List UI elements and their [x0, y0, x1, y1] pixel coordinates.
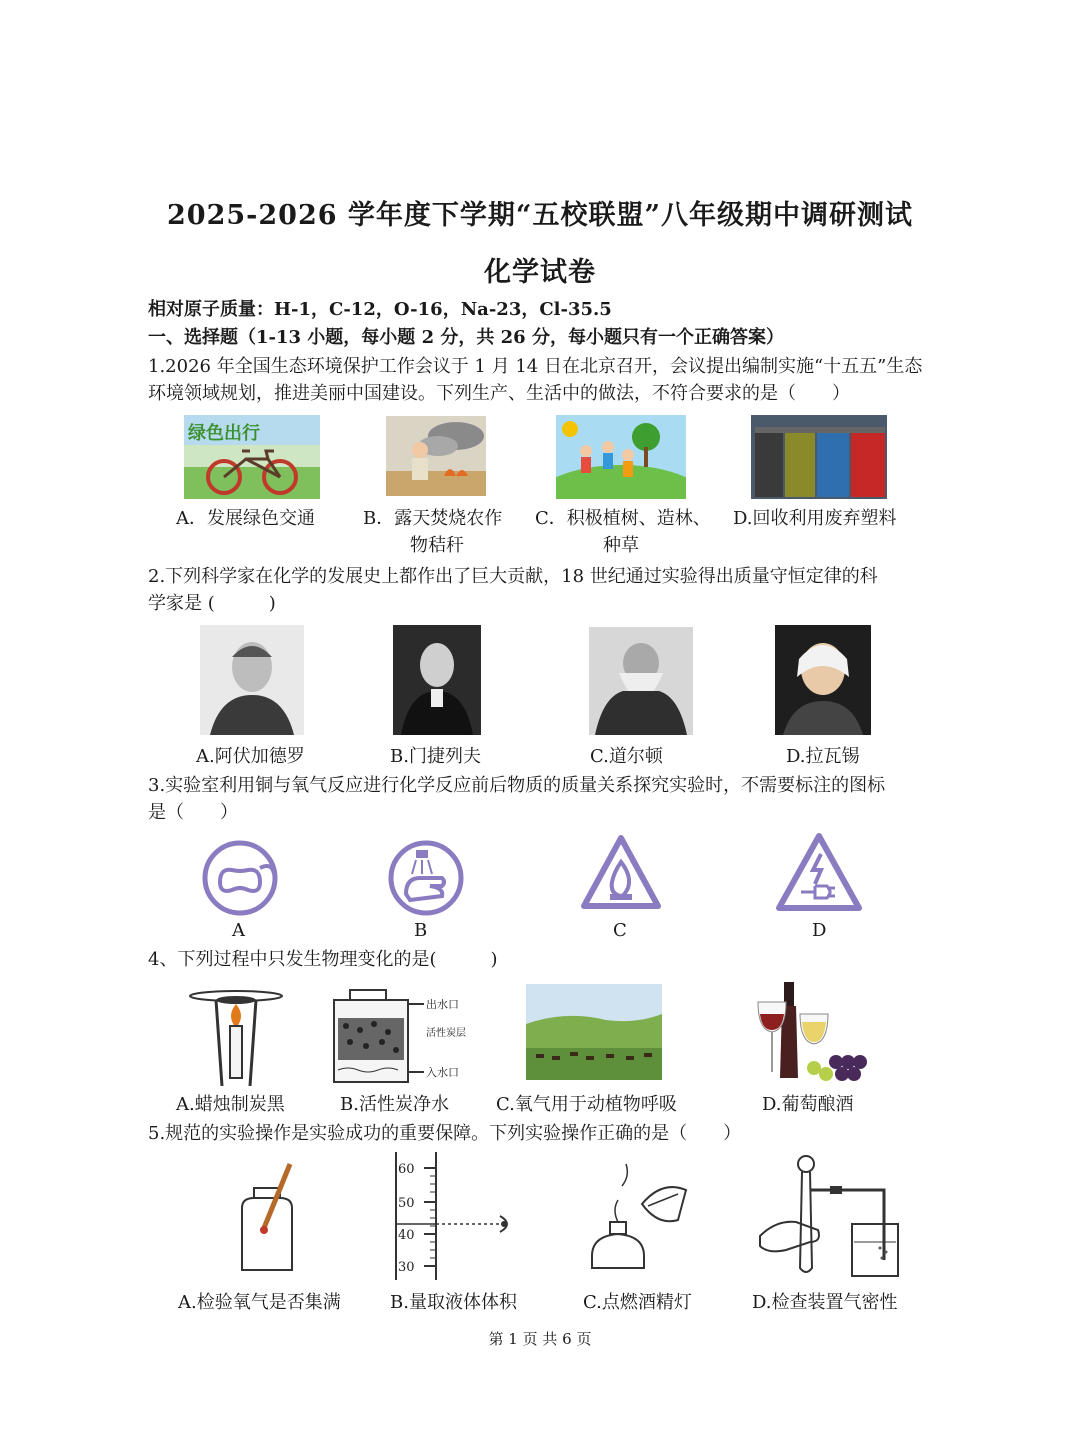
- q1-stem-line2: 环境领域规划，推进美丽中国建设。下列生产、生活中的做法，不符合要求的是（ ）: [148, 383, 850, 404]
- q3-option-c: C: [613, 920, 627, 941]
- q5-image-airtightness-check: [756, 1150, 904, 1280]
- q1-stem-line1: 1.2026 年全国生态环境保护工作会议于 1 月 14 日在北京召开，会议提出编制实施“十五五”生态: [148, 356, 923, 377]
- q4-image-wine: [752, 978, 872, 1086]
- q2-portrait-dalton: [589, 627, 693, 735]
- electricity-icon: [775, 830, 863, 916]
- q2-stem-line2: 学家是 ( ): [148, 593, 276, 614]
- q4-option-b: B.活性炭净水: [340, 1094, 449, 1115]
- q3-stem-line2: 是（ ）: [148, 802, 238, 823]
- q3-stem-line1: 3.实验室利用铜与氧气反应进行化学反应前后物质的质量关系探究实验时，不需要标注的图标: [148, 775, 886, 796]
- q2-portrait-mendeleev: [393, 625, 481, 735]
- open-flame-icon: [580, 832, 662, 914]
- q1-option-b: B．露天焚烧农作: [363, 508, 503, 529]
- q4-option-c: C.氧气用于动植物呼吸: [496, 1094, 677, 1115]
- q1-option-c: C．积极植树、造林、: [535, 508, 711, 529]
- tick-60: 60: [398, 1162, 415, 1177]
- exam-subtitle: 化学试卷: [484, 257, 596, 288]
- q3-option-b: B: [414, 920, 428, 941]
- q4-image-grassland-animals: [526, 984, 662, 1080]
- q3-option-a: A: [232, 920, 245, 941]
- filter-label-in: 入水口: [426, 1066, 459, 1079]
- q1-image-recycle-bins: [751, 415, 887, 499]
- q2-portrait-avogadro: [200, 625, 304, 735]
- q4-image-candle-soot: [186, 986, 286, 1086]
- q1-option-b-line2: 物秸秆: [410, 535, 464, 556]
- q5-image-graduated-cylinder: [388, 1150, 528, 1282]
- q1-image-label: 绿色出行: [188, 423, 260, 444]
- atomic-masses: 相对原子质量：H-1，C-12，O-16，Na-23，Cl-35.5: [148, 299, 612, 320]
- q5-stem: 5.规范的实验操作是实验成功的重要保障。下列实验操作正确的是（ ）: [148, 1123, 742, 1144]
- q2-option-b: B.门捷列夫: [390, 746, 481, 767]
- q5-option-b: B.量取液体体积: [390, 1292, 517, 1313]
- q4-image-carbon-filter: [330, 986, 470, 1086]
- q2-option-a: A.阿伏加德罗: [196, 746, 305, 767]
- q5-option-d: D.检查装置气密性: [752, 1292, 898, 1313]
- q5-image-alcohol-lamp: [582, 1160, 694, 1276]
- tick-50: 50: [398, 1196, 415, 1211]
- q3-option-d: D: [812, 920, 827, 941]
- q2-portrait-lavoisier: [775, 625, 871, 735]
- filter-label-layer: 活性炭层: [426, 1028, 466, 1039]
- q2-option-c: C.道尔顿: [590, 746, 663, 767]
- section-heading: 一、选择题（1-13 小题，每小题 2 分，共 26 分，每小题只有一个正确答案）: [148, 327, 784, 348]
- goggles-icon: [200, 838, 280, 918]
- q4-option-d: D.葡萄酿酒: [762, 1094, 854, 1115]
- q2-stem-line1: 2.下列科学家在化学的发展史上都作出了巨大贡献，18 世纪通过实验得出质量守恒定律的科: [148, 566, 878, 587]
- page-footer: 第 1 页 共 6 页: [488, 1330, 592, 1348]
- q4-stem: 4、下列过程中只发生物理变化的是( ): [148, 949, 498, 970]
- q5-option-c: C.点燃酒精灯: [583, 1292, 692, 1313]
- q1-option-d: D.回收利用废弃塑料: [733, 508, 897, 529]
- exam-title: 2025-2026 学年度下学期“五校联盟”八年级期中调研测试: [167, 200, 913, 231]
- tick-30: 30: [398, 1260, 415, 1275]
- q4-option-a: A.蜡烛制炭黑: [176, 1094, 285, 1115]
- filter-label-out: 出水口: [426, 998, 459, 1011]
- q5-option-a: A.检验氧气是否集满: [178, 1292, 341, 1313]
- q1-image-bicycle: [184, 415, 320, 499]
- q1-image-burning-straw: [386, 416, 486, 496]
- tick-40: 40: [398, 1228, 415, 1243]
- q1-option-c-line2: 种草: [603, 535, 639, 556]
- q1-option-a: A．发展绿色交通: [176, 508, 315, 529]
- q5-image-oxygen-test: [232, 1158, 302, 1274]
- wash-hands-icon: [386, 838, 466, 918]
- q1-image-planting-trees: [556, 415, 686, 499]
- q2-option-d: D.拉瓦锡: [786, 746, 860, 767]
